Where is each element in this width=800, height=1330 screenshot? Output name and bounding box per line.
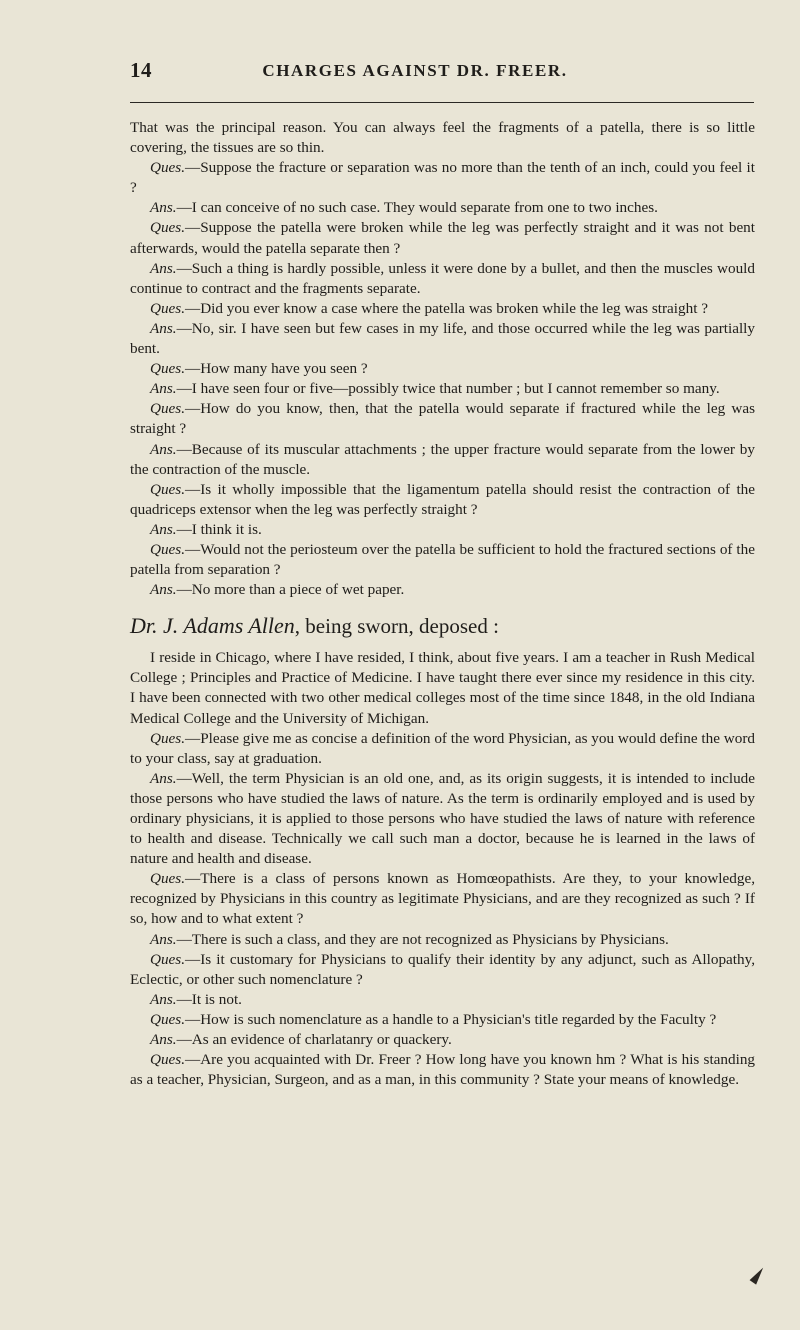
question-paragraph (130, 540, 755, 580)
answer-paragraph (130, 520, 755, 540)
speaker-label: Ques. (150, 299, 186, 317)
speaker-label: Ques. (150, 950, 186, 968)
page-header (0, 58, 800, 88)
paragraph-text: —No, sir. I have seen but few cases in my life, and those occurred while the leg was partially bent. (130, 319, 755, 358)
question-paragraph (130, 1050, 755, 1090)
question-paragraph (130, 1010, 755, 1030)
question-paragraph (130, 729, 755, 769)
speaker-label: Ques. (150, 729, 186, 747)
running-head: CHARGES AGAINST DR. FREER. (262, 61, 568, 80)
witness-name: Dr. J. Adams Allen (130, 613, 295, 639)
speaker-label: Ans. (150, 520, 177, 538)
speaker-label: Ques. (150, 219, 186, 237)
paragraph-text: That was the principal reason. You can always feel the fragments of a patella, there is so little covering, the tissues are so thin. (130, 119, 755, 157)
speaker-label: Ques. (150, 1010, 186, 1028)
question-paragraph (130, 869, 755, 929)
answer-paragraph (130, 319, 755, 359)
question-paragraph (130, 158, 755, 198)
header-rule (130, 102, 754, 103)
paragraph-text: —How do you know, then, that the patella would separate if fractured while the leg was straight ? (130, 400, 755, 438)
testimony-part-2 (130, 648, 755, 1090)
testimony-part-1 (130, 118, 755, 600)
answer-paragraph (130, 259, 755, 299)
speaker-label: Ques. (150, 159, 186, 177)
speaker-label: Ans. (150, 440, 177, 458)
paragraph-text: —I think it is. (176, 520, 262, 538)
witness-heading (130, 612, 755, 640)
paragraph-text: —How many have you seen ? (185, 360, 368, 378)
paragraph-text: —How is such nomenclature as a handle to a Physician's title regarded by the Faculty ? (185, 1010, 717, 1028)
paragraph-text: —As an evidence of charlatanry or quackery. (176, 1031, 452, 1049)
paragraph-text: —Would not the periosteum over the patella be sufficient to hold the fractured sections of the patella from separation ? (130, 540, 755, 579)
question-paragraph (130, 359, 755, 379)
paragraph-text: —Did you ever know a case where the patella was broken while the leg was straight ? (185, 299, 708, 317)
paragraph-text: —Is it wholly impossible that the ligamentum patella should resist the contraction of the quadriceps extensor when the leg was perfectly straight ? (130, 480, 755, 518)
speaker-label: Ans. (150, 380, 177, 398)
answer-paragraph (130, 990, 755, 1010)
speaker-label: Ques. (150, 400, 186, 418)
body-paragraph (130, 118, 755, 158)
speaker-label: Ques. (150, 360, 186, 378)
question-paragraph (130, 480, 755, 520)
paragraph-text: —I can conceive of no such case. They would separate from one to two inches. (176, 199, 658, 217)
speaker-label: Ans. (150, 259, 177, 277)
paragraph-text: —Please give me as concise a definition of the word Physician, as you would define the word to your class, say at graduation. (130, 729, 755, 767)
paragraph-text: —There is a class of persons known as Homœopathists. Are they, to your knowledge, recognized by Physicians in this country as legitimate Physicians, and are they recognized as such ? If so, how and to what extent ? (130, 870, 755, 928)
paragraph-text: —Such a thing is hardly possible, unless it were done by a bullet, and then the muscles would continue to contract and the fragments separate. (130, 259, 755, 297)
body-paragraph (130, 648, 755, 728)
answer-paragraph (130, 198, 755, 218)
speaker-label: Ans. (150, 199, 177, 217)
paragraph-text: —There is such a class, and they are not recognized as Physicians by Physicians. (176, 930, 669, 948)
answer-paragraph (130, 379, 755, 399)
paragraph-text: —Because of its muscular attachments ; the upper fracture would separate from the lower by the contraction of the muscle. (130, 440, 755, 478)
answer-paragraph (130, 440, 755, 480)
speaker-label: Ans. (150, 1031, 177, 1049)
question-paragraph (130, 299, 755, 319)
page-body (130, 118, 755, 1090)
speaker-label: Ques. (150, 870, 186, 888)
question-paragraph (130, 399, 755, 439)
page-number: 14 (130, 58, 152, 82)
speaker-label: Ques. (150, 1051, 186, 1069)
speaker-label: Ans. (150, 930, 177, 948)
paragraph-text: —Are you acquainted with Dr. Freer ? How long have you known hm ? What is his standing as a teacher, Physician, Surgeon, and as a man, in this community ? State your means of knowledge. (130, 1051, 755, 1089)
speaker-label: Ques. (150, 480, 186, 498)
question-paragraph (130, 218, 755, 258)
paragraph-text: —Suppose the fracture or separation was no more than the tenth of an inch, could you feel it ? (130, 159, 755, 197)
answer-paragraph (130, 1030, 755, 1050)
speaker-label: Ques. (150, 540, 186, 558)
witness-sworn-text: , being sworn, deposed : (294, 614, 499, 639)
speaker-label: Ans. (150, 319, 177, 337)
speaker-label: Ans. (150, 990, 177, 1008)
paragraph-text: —I have seen four or five—possibly twice that number ; but I cannot remember so many. (176, 380, 720, 398)
paragraph-text: —Well, the term Physician is an old one, and, as its origin suggests, it is intended to include those persons who have studied the laws of nature. As the term is ordinarily employed and is used by ordinary physicians, it is applied to those persons who have studied the laws of nature with reference to health and disease. Technically we call such man a doctor, because he is learned in the laws of nature and health and disease. (130, 769, 755, 868)
speaker-label: Ans. (150, 769, 177, 787)
paragraph-text: I reside in Chicago, where I have resided, I think, about five years. I am a teacher in Rush Medical College ; Principles and Practice of Medicine. I have taught there ever since my residence in this city. I have been connected with two other medical colleges most of the time since 1848, in the old Indiana Medical College and the University of Michigan. (130, 649, 755, 727)
paragraph-text: —Is it customary for Physicians to qualify their identity by any adjunct, such as Allopathy, Eclectic, or other such nomenclature ? (130, 950, 755, 988)
paragraph-text: —No more than a piece of wet paper. (176, 581, 405, 599)
answer-paragraph (130, 580, 755, 600)
question-paragraph (130, 950, 755, 990)
answer-paragraph (130, 769, 755, 869)
answer-paragraph (130, 930, 755, 950)
speaker-label: Ans. (150, 581, 177, 599)
pencil-mark (750, 1265, 767, 1284)
paragraph-text: —It is not. (176, 990, 242, 1008)
paragraph-text: —Suppose the patella were broken while the leg was perfectly straight and it was not bent afterwards, would the patella separate then ? (130, 219, 755, 257)
